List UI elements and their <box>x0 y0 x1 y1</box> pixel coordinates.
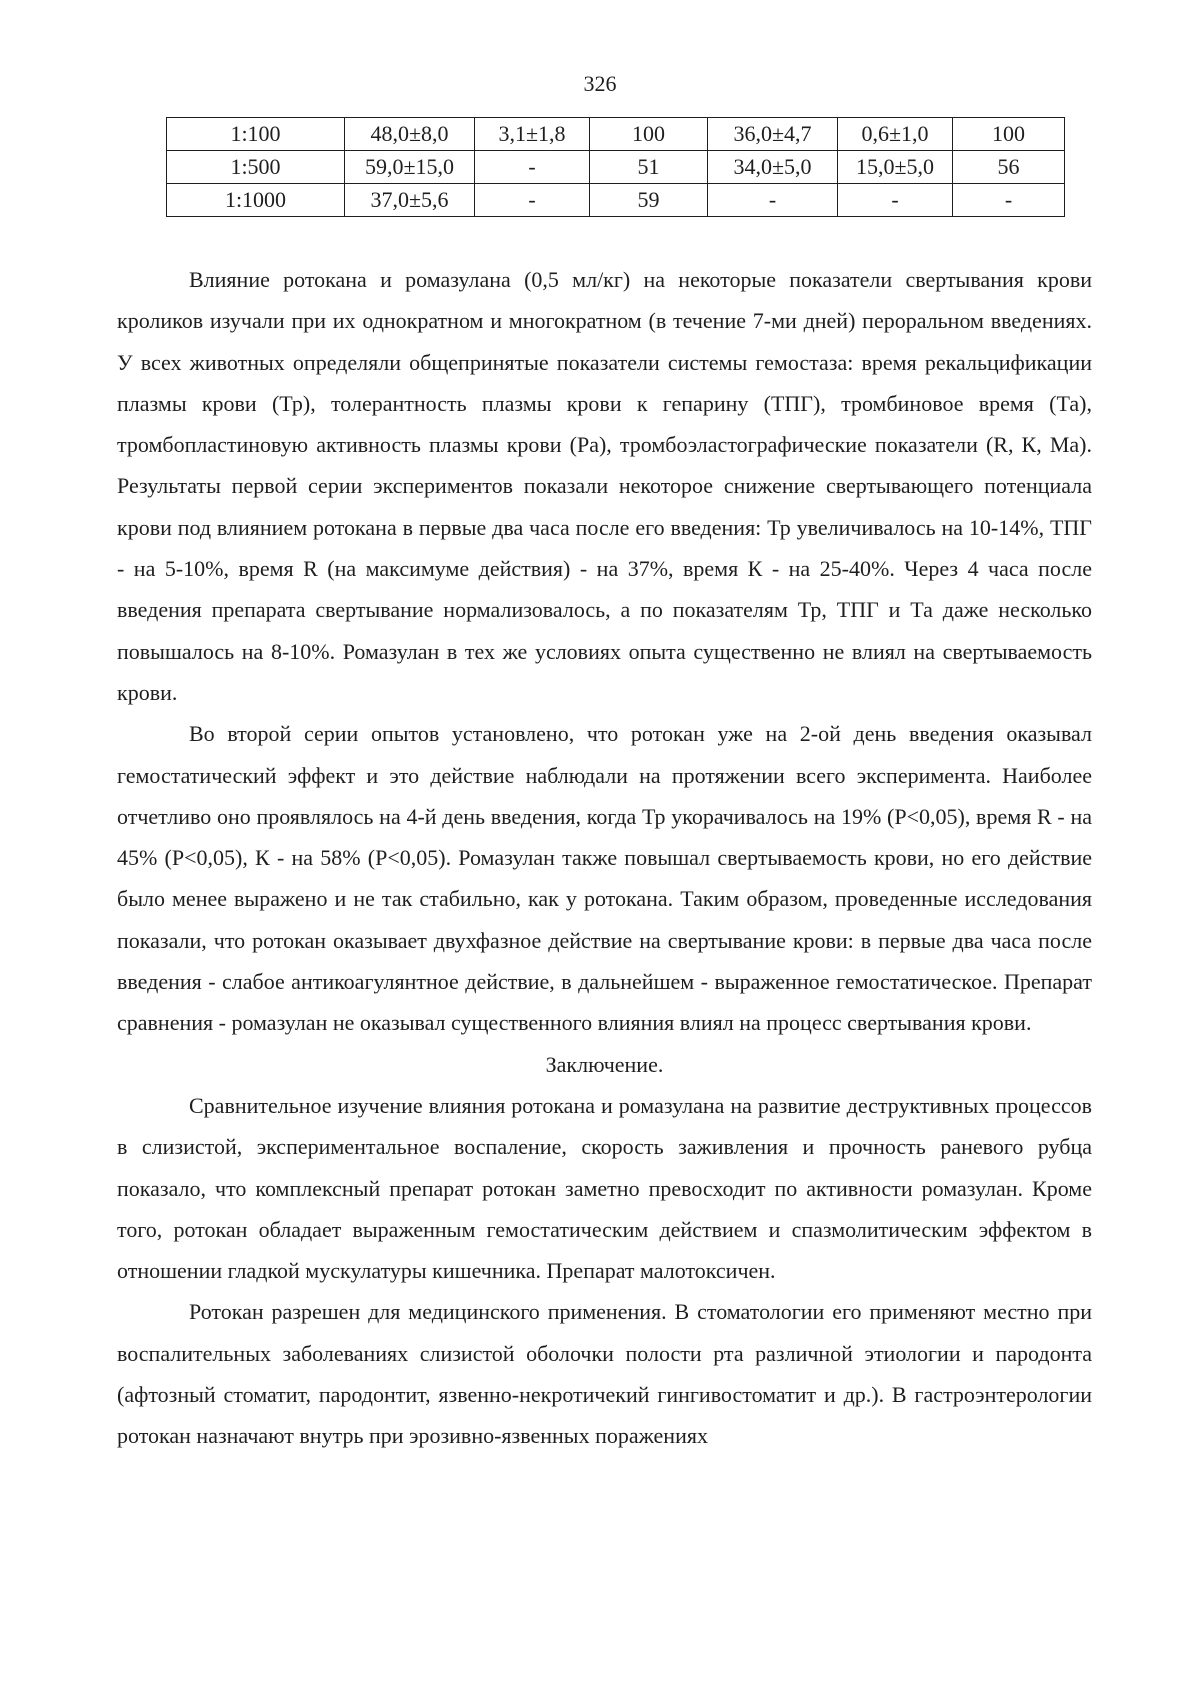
table-cell: 37,0±5,6 <box>345 184 475 217</box>
table-row <box>167 151 1065 184</box>
table-cell: 48,0±8,0 <box>345 118 475 151</box>
table-row <box>167 118 1065 151</box>
table-cell: 56 <box>953 151 1065 184</box>
table-cell: - <box>475 184 590 217</box>
body-text <box>117 259 1092 1457</box>
table-cell: 36,0±4,7 <box>708 118 838 151</box>
table-cell: 0,6±1,0 <box>838 118 953 151</box>
table-cell: 1:100 <box>167 118 345 151</box>
paragraph-second-series: Во второй серии опытов установлено, что ротокан уже на 2-ой день введения оказывал гемостатический эффект и это действие наблюдали на протяжении всего эксперимента. Наиболее отчетливо оно проявлялось на 4-й день введения, когда Тр укорачивалось на 19% (P<0,05), время R - на 45% (P<0,05), К - на 58% (P<0,05). Ромазулан также повышал свертываемость крови, но его действие было менее выражено и не так стабильно, как у ротокана. Таким образом, проведенные исследования показали, что ротокан оказывает двухфазное действие на свертывание крови: в первые два часа после введения - слабое антикоагулянтное действие, в дальнейшем - выраженное гемостатическое. Препарат сравнения - ромазулан не оказывал существенного влияния влиял на процесс свертывания крови. <box>117 721 1092 1036</box>
paragraph-conclusion: Сравнительное изучение влияния ротокана и ромазулана на развитие деструктивных процессов в слизистой, экспериментальное воспаление, скорость заживления и прочность раневого рубца показало, что комплексный препарат ротокан заметно превосходит по активности ромазулан. Кроме того, ротокан обладает выраженным гемостатическим действием и спазмолитическим эффектом в отношении гладкой мускулатуры кишечника. Препарат малотоксичен. <box>117 1092 1092 1284</box>
table-cell: 59 <box>590 184 708 217</box>
table-row <box>167 184 1065 217</box>
paragraph-blood-coagulation-study: Влияние ротокана и ромазулана (0,5 мл/кг) на некоторые показатели свертывания крови кроликов изучали при их однократном и многократном (в течение 7-ми дней) пероральном введениях. У всех животных определяли общепринятые показатели системы гемостаза: время рекальцификации плазмы крови (Тр), толерантность плазмы крови к гепарину (ТПГ), тромбиновое время (Та), тромбопластиновую активность плазмы крови (Ра), тромбоэластографические показатели (R, К, Ма). Результаты первой серии экспериментов показали некоторое снижение свертывающего потенциала крови под влиянием ротокана в первые два часа после его введения: Тр увеличивалось на 10-14%, ТПГ - на 5-10%, время R (на максимуме действия) - на 37%, время К - на 25-40%. Через 4 часа после введения препарата свертывание нормализовалось, а по показателям Тр, ТПГ и Та даже несколько повышалось на 8-10%. Ромазулан в тех же условиях опыта существенно не влиял на свертываемость крови. <box>117 267 1092 705</box>
table-cell: 1:500 <box>167 151 345 184</box>
table-cell: - <box>838 184 953 217</box>
table-cell: 3,1±1,8 <box>475 118 590 151</box>
table-cell: - <box>708 184 838 217</box>
table-cell: 1:1000 <box>167 184 345 217</box>
table-cell: - <box>475 151 590 184</box>
page-number: 326 <box>583 71 617 96</box>
table-cell: 51 <box>590 151 708 184</box>
table-cell: 100 <box>953 118 1065 151</box>
paragraph-medical-use: Ротокан разрешен для медицинского применения. В стоматологии его применяют местно при воспалительных заболеваниях слизистой оболочки полости рта различной этиологии и пародонта (афтозный стоматит, пародонтит, язвенно-некротичекий гингивостоматит и др.). В гастроэнтерологии ротокан назначают внутрь при эрозивно-язвенных поражениях <box>117 1299 1092 1449</box>
table-cell: 59,0±15,0 <box>345 151 475 184</box>
data-table <box>166 117 1065 217</box>
table-cell: - <box>953 184 1065 217</box>
table-cell: 15,0±5,0 <box>838 151 953 184</box>
table-cell: 100 <box>590 118 708 151</box>
section-heading-conclusion: Заключение. <box>545 1051 664 1077</box>
table-cell: 34,0±5,0 <box>708 151 838 184</box>
